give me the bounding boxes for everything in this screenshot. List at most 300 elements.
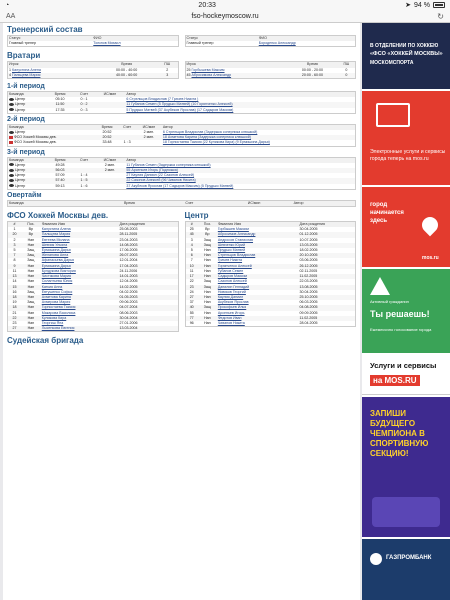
player-position: Защ	[198, 305, 217, 310]
player-number: 23	[12, 320, 17, 325]
column-header: Дата рождения	[118, 222, 177, 227]
author-cell[interactable]: 37 Акубеков Ярослав (17 Садыров Максим) (5 Прудько Матвей)	[126, 183, 234, 188]
player-position: Нап	[204, 320, 211, 325]
team-puck-icon	[9, 184, 14, 187]
player-position: Нап	[21, 326, 41, 331]
table-row	[8, 73, 178, 78]
a-logo-icon	[370, 277, 390, 295]
player-name[interactable]: Куликова Кира	[41, 316, 119, 321]
shots-cell: 0	[345, 67, 348, 72]
player-position: Нап	[27, 237, 35, 242]
player-name[interactable]: Прокофьев Илья	[217, 305, 299, 310]
player-number: 11	[12, 268, 17, 273]
player-number: 11	[189, 268, 194, 273]
col-status: Статус	[186, 36, 258, 41]
player-cell	[8, 73, 96, 78]
player-number: 5	[190, 248, 193, 253]
time-cell: 59:13	[55, 183, 65, 188]
player-name[interactable]: Каулия Даниил	[217, 295, 299, 300]
player-number: 2	[13, 237, 16, 242]
player-name[interactable]: Булдукова Виктория	[41, 268, 76, 273]
ad-text: В ОТДЕЛЕНИИ ПО ХОККЕЮ	[370, 43, 439, 49]
overtime-table	[8, 201, 355, 206]
section-goalies: Вратари	[7, 51, 41, 61]
column-header: Счет	[118, 125, 136, 130]
player-position: Вр	[205, 227, 210, 232]
player-birthdate: 12.04.2005	[119, 279, 138, 284]
coach-tables	[7, 35, 356, 49]
author-cell[interactable]: 6 Стрельцов Владислав (7 Грачев Никита )	[126, 97, 199, 102]
player-number: 20	[8, 232, 21, 237]
penalty-cell	[95, 184, 126, 189]
status-bar	[0, 0, 450, 10]
ad-text: Услуги и сервисы	[370, 361, 437, 370]
player-number: 22	[189, 279, 194, 284]
player-name[interactable]: Андросов Станислав	[217, 237, 254, 242]
player-name[interactable]: Горбышев Максим	[217, 227, 249, 232]
time-cell: 57:09	[55, 173, 65, 178]
player-position: Нап	[27, 268, 35, 273]
player-birthdate: 22.03.2005	[299, 279, 318, 284]
time-cell: 11:50	[47, 102, 74, 107]
battery-fill	[435, 4, 443, 6]
score-cell: 0 : 2	[74, 102, 95, 107]
penalty-cell: 2 мин.	[104, 162, 116, 167]
player-name[interactable]: Данилин Геннадий	[217, 285, 299, 290]
player-number: 15	[8, 285, 21, 290]
author-cell[interactable]: 6 Стрельцов Владислав (Задержка соперника клюшкой)	[162, 130, 258, 135]
player-name[interactable]: Горбышева Максим	[191, 67, 225, 72]
player-position: Нап	[21, 274, 41, 279]
player-number: 7	[8, 253, 21, 258]
player-position: Нап	[198, 264, 217, 269]
author-cell[interactable]: 27 Каулия Даниил (22 Сазонов Алексей)	[126, 173, 195, 178]
player-birthdate: 26.12.2005	[299, 264, 355, 269]
player-position: Нап	[204, 248, 211, 253]
penalty-cell: 2 мин.	[143, 130, 155, 135]
player-name[interactable]: Ахметова Карина	[41, 295, 119, 300]
player-birthdate: 30.04.2005	[299, 289, 318, 294]
column-header: Время	[96, 201, 163, 206]
player-number: 45	[186, 232, 198, 237]
shots-cell: 2	[166, 67, 169, 72]
player-name[interactable]: Федотов Иван	[217, 316, 299, 321]
coach-status: Главный тренер	[9, 41, 36, 46]
player-name[interactable]: Шевчик Ульяна	[41, 243, 119, 248]
player-name[interactable]: Шевченко Юрий	[217, 243, 299, 248]
reload-icon[interactable]: ↻	[437, 11, 444, 21]
player-number: 10	[186, 264, 198, 269]
battery-label: 94 %	[414, 1, 430, 9]
player-number: 40	[186, 305, 198, 310]
player-birthdate: 17.04.2003	[118, 264, 177, 269]
player-number: 19	[12, 300, 17, 305]
section-period-3: 3-й период	[7, 148, 45, 156]
time-cell: 20:52	[96, 135, 119, 140]
goalie-tables	[7, 61, 356, 81]
player-name[interactable]: Прудько Матвей	[217, 248, 246, 253]
column-header: Время	[287, 62, 338, 67]
team-name: Центр	[15, 162, 26, 167]
score-cell: 1 : 4	[80, 173, 88, 178]
player-name[interactable]: Калустина Алена	[41, 227, 71, 232]
player-birthdate: 14.02.2005	[118, 285, 177, 290]
shots-cell: 0	[338, 73, 355, 78]
monitor-icon	[376, 103, 410, 127]
player-number: 1	[9, 67, 11, 72]
player-name[interactable]: Пальцева Мария	[41, 232, 119, 237]
ad-text: Электронные услуги и сервисы города теперь на mos.ru	[370, 149, 446, 162]
player-position: Нап	[21, 285, 41, 290]
column-header: Игрок	[186, 62, 288, 67]
column-header: #	[8, 222, 21, 227]
player-position: Нап	[27, 320, 35, 325]
column-header: Дата рождения	[299, 222, 355, 227]
column-header: ПШ	[338, 62, 355, 67]
column-header: Автор	[125, 158, 355, 163]
player-position: Вр	[28, 227, 34, 232]
player-position: Нап	[21, 316, 41, 321]
column-header: #	[186, 222, 198, 227]
player-name[interactable]: Силантьева Юлия	[41, 279, 73, 284]
author-cell[interactable]: 11 Губанов Семен (Задержка соперника клюшкой)	[126, 162, 211, 167]
player-number: 9	[8, 264, 21, 269]
player-name[interactable]: Желанова Анна	[41, 253, 119, 258]
author-cell[interactable]: 18 Ахметова Карина (Задержка соперника клюшкой)	[162, 135, 355, 140]
team-puck-icon	[9, 98, 14, 101]
column-header: Автор	[162, 125, 355, 130]
column-header: Время	[47, 158, 74, 163]
player-number: 3	[8, 243, 21, 248]
player-birthdate: 17.06.2005	[119, 248, 138, 253]
player-birthdate: 13.03.2005	[299, 243, 355, 248]
player-birthdate: 14.01.2003	[118, 274, 177, 279]
period-1-table	[8, 92, 355, 113]
player-name[interactable]: Чиванов Никита	[217, 320, 245, 325]
ad-text: город начинается здесь	[370, 202, 404, 224]
table-row	[8, 140, 355, 145]
player-number: 8	[13, 258, 16, 263]
player-position: Нап	[21, 264, 41, 269]
team-name: Центр	[15, 178, 26, 183]
author-cell[interactable]: 18 Горностаева Таисия (22 Куликова Кира) (9 Ермишина Дарья)	[162, 140, 270, 145]
player-position: Вр	[21, 232, 41, 237]
battery-icon	[433, 2, 445, 8]
player-number: 17	[186, 274, 198, 279]
table-row	[186, 321, 356, 326]
column-header: Счет	[163, 201, 215, 206]
column-header: Время	[96, 62, 157, 67]
player-birthdate: 27.01.2006	[119, 320, 138, 325]
player-number: 77	[186, 316, 198, 321]
player-number: 7	[190, 258, 193, 263]
coach-table-away	[186, 36, 356, 46]
column-header: Команда	[8, 92, 47, 97]
team-puck-icon	[9, 103, 14, 106]
map-pin-icon	[419, 214, 442, 237]
player-birthdate: 02.11.2005	[299, 268, 318, 273]
column-header: Счет	[74, 92, 95, 97]
team-name: Центр	[15, 183, 26, 188]
roster-tables	[7, 209, 356, 334]
column-header: Поз.	[21, 222, 41, 227]
penalty-cell	[95, 108, 126, 113]
column-header: Команда	[8, 125, 96, 130]
column-header: Счет	[74, 158, 95, 163]
ad-text: ЗАПИШИ БУДУЩЕГО ЧЕМПИОНА В СПОРТИВНУЮ СЕКЦИЮ!	[370, 409, 429, 458]
penalty-cell: 2 мин.	[136, 135, 162, 140]
player-birthdate: 11.02.2005	[299, 274, 355, 279]
player-position: Нап	[27, 310, 35, 315]
team-puck-icon	[9, 131, 14, 134]
time-cell: 49:28	[55, 162, 65, 167]
ad-text: «ФСО «ХОККЕЙ МОСКВЫ»	[370, 51, 443, 57]
player-name[interactable]: Афанасьева Дарья	[41, 258, 74, 263]
col-status: Статус	[8, 36, 92, 41]
section-coach: Тренерский состав	[7, 25, 83, 34]
section-overtime: Овертайм	[7, 191, 42, 199]
player-birthdate: 25.10.2005	[299, 295, 355, 300]
player-name[interactable]: Абросимов Александр	[217, 232, 299, 237]
ad-active-citizen[interactable]	[362, 269, 450, 353]
author-cell[interactable]: 55 Арсеньев Игорь (Подножка)	[125, 168, 355, 173]
period-3-table	[8, 158, 355, 189]
column-header: ИС/мин	[95, 158, 126, 163]
player-number: 16	[12, 289, 17, 294]
player-name[interactable]: Новиков Георгий	[217, 289, 246, 294]
column-header: Время	[96, 125, 119, 130]
table-row	[8, 326, 178, 331]
player-birthdate: 30.04.2004	[118, 316, 177, 321]
shots-cell: 3	[157, 73, 178, 78]
table-row	[8, 184, 355, 189]
ads-sidebar	[362, 23, 450, 600]
player-position: Защ	[27, 289, 35, 294]
player-name[interactable]: Макарова Василиса	[41, 310, 76, 315]
score-cell: 1 : 3	[123, 140, 131, 145]
player-position: Защ	[27, 300, 35, 305]
team-puck-icon	[9, 108, 14, 111]
player-position: Нап	[21, 305, 41, 310]
player-birthdate: 11.02.2005	[299, 316, 355, 321]
ad-text: МОСКОМСПОРТА	[370, 60, 414, 66]
ad-mos-services[interactable]	[362, 91, 450, 185]
player-birthdate: 14.08.2003	[118, 243, 177, 248]
ad-services-mosru[interactable]	[362, 355, 450, 395]
team-away-title: Центр	[184, 211, 209, 221]
player-name[interactable]: Горянченко Алексей	[217, 264, 299, 269]
team-cell	[8, 108, 47, 113]
column-header: ИС/мин	[136, 125, 162, 130]
table-header	[8, 201, 355, 206]
player-name[interactable]: Пальцева Мария	[12, 72, 41, 77]
player-name[interactable]: Евтушенко Софья	[41, 289, 73, 294]
player-number: 6	[186, 253, 198, 258]
time-cell: 33:48	[102, 140, 112, 145]
ad-brand: mos.ru	[422, 255, 439, 261]
player-number: 24	[189, 289, 194, 294]
ad-text: Активный гражданин	[370, 299, 409, 304]
team-puck-icon	[9, 174, 14, 177]
time-cell: 20:52	[102, 130, 112, 135]
coach-status: Главный тренер	[186, 41, 214, 46]
player-name[interactable]: Стрельцов Владислав	[217, 253, 299, 258]
ad-brand: ГАЗПРОМБАНК	[386, 555, 432, 561]
column-header: Автор	[293, 201, 355, 206]
player-name[interactable]: Арсеньев Игорь	[217, 310, 245, 315]
url-text[interactable]: fso-hockeymoscow.ru	[191, 12, 259, 20]
team-puck-icon	[9, 163, 14, 166]
time-cell: 00:00 - 20:00	[301, 67, 324, 72]
team-flag-icon	[9, 136, 13, 139]
player-name[interactable]: Калустина Алена	[12, 67, 41, 72]
player-number: 3	[190, 237, 193, 242]
team-cell	[8, 184, 47, 189]
player-birthdate: 30.04.2005	[299, 227, 318, 232]
player-position: Нап	[198, 295, 217, 300]
player-name[interactable]: Сазонов Алексей	[217, 279, 247, 284]
time-cell: 40:00 - 60:00	[96, 73, 157, 78]
player-name[interactable]: Горностаева Таисия	[41, 305, 119, 310]
player-position: Нап	[198, 316, 217, 321]
player-birthdate: 12.01.2004	[119, 258, 138, 263]
ad-text: на MOS.RU	[370, 375, 420, 386]
coach-name[interactable]: Толкнов Михаил	[93, 41, 121, 46]
wifi-icon: ◔	[5, 1, 10, 9]
player-name[interactable]: Ермишина Дарья	[41, 264, 119, 269]
player-name[interactable]: Ахмерова Мария	[41, 300, 71, 305]
author-cell[interactable]: 5 Прудько Матвей (37 Акубеков Ярослав) (17 Садыров Максим)	[126, 107, 234, 112]
player-name[interactable]: Акубеков Ярослав	[217, 300, 249, 305]
team-home-title: ФСО Хоккей Москвы дев.	[7, 211, 109, 221]
player-name[interactable]: Абросимова Александр	[191, 72, 232, 77]
player-name[interactable]: Ермишина Дарья	[41, 248, 71, 253]
player-name[interactable]: Георгиш Яна	[41, 320, 64, 325]
team-puck-icon	[9, 179, 14, 182]
coach-name[interactable]: Бороденко Александр	[258, 41, 296, 46]
player-birthdate: 01.05.2003	[118, 295, 177, 300]
bank-logo-icon	[370, 553, 382, 565]
player-name[interactable]: Евтеева Милана	[41, 237, 70, 242]
player-number: 27	[186, 295, 198, 300]
team-name: Центр	[15, 168, 26, 173]
player-name[interactable]: Губанов Семен	[217, 268, 244, 273]
location-icon: ➤	[405, 2, 412, 9]
author-cell[interactable]: 11 Губанов Семен (5 Прудько Матвей) (10 Горянченко Алексей)	[125, 102, 355, 107]
player-number: 23	[186, 285, 198, 290]
player-position: Нап	[204, 268, 211, 273]
player-position: Нап	[21, 295, 41, 300]
score-cell: 1 : 5	[74, 178, 95, 183]
player-position: Защ	[198, 285, 217, 290]
column-header: Фамилия Имя	[217, 222, 299, 227]
player-position: Нап	[204, 310, 211, 315]
player-number: 55	[189, 310, 194, 315]
ad-hockey-banner[interactable]	[362, 23, 450, 89]
score-cell: 1 : 6	[80, 183, 88, 188]
player-birthdate: 08.06.2003	[119, 310, 138, 315]
player-position: Защ	[198, 243, 217, 248]
player-birthdate: 04.02.2005	[119, 289, 138, 294]
period-2-table	[8, 125, 355, 146]
player-position: Защ	[203, 237, 211, 242]
player-number: 4	[9, 72, 11, 77]
player-name[interactable]: Лысенкова Евгения	[41, 326, 119, 331]
team-name: Центр	[15, 130, 26, 135]
column-header: Команда	[8, 158, 47, 163]
player-position: Защ	[27, 258, 35, 263]
ad-text: Ежемесячно голосование города	[370, 327, 432, 332]
team-name: ФСО Хоккей Москвы дев.	[14, 140, 57, 145]
ad-sports-section[interactable]	[362, 397, 450, 537]
player-name[interactable]: Чистякова Мария	[41, 274, 119, 279]
section-period-2: 2-й период	[7, 115, 45, 123]
athletes-image	[372, 497, 440, 527]
player-birthdate: 25.08.2003	[119, 227, 138, 232]
team-name: ФСО Хоккей Москвы дев.	[14, 135, 57, 140]
team-name: Центр	[15, 107, 26, 112]
player-name[interactable]: Каткия Анна	[41, 285, 119, 290]
player-number: 45	[186, 72, 191, 77]
player-number: 22	[8, 316, 21, 321]
roster-away-table	[186, 222, 356, 326]
player-birthdate: 24.11.2006	[119, 268, 138, 273]
player-number: 21	[12, 310, 17, 315]
player-number: 96	[189, 320, 194, 325]
column-header: Поз.	[198, 222, 217, 227]
team-name: Центр	[15, 173, 26, 178]
score-cell: 0 : 1	[80, 97, 88, 102]
score-cell: 0 : 3	[80, 107, 88, 112]
author-cell[interactable]: 22 Сазонов Алексей (96 Чиванов Никита)	[125, 178, 355, 183]
team-puck-icon	[9, 169, 14, 172]
player-birthdate: 10.07.2005	[299, 237, 318, 242]
penalty-cell: 2 мин.	[95, 168, 126, 173]
player-birthdate: 26.07.2003	[118, 253, 177, 258]
reader-button[interactable]: AA	[6, 12, 16, 20]
player-number: 27	[8, 326, 21, 331]
team-flag-icon	[9, 141, 13, 144]
player-number: 18	[8, 295, 21, 300]
player-birthdate: 18.02.2005	[299, 248, 318, 253]
address-bar[interactable]	[0, 10, 450, 23]
player-birthdate: 01.12.2005	[299, 232, 355, 237]
goalie-table-home	[8, 62, 178, 78]
player-birthdate: 09.06.2003	[119, 300, 138, 305]
player-position: Вр	[198, 232, 217, 237]
player-number: 25	[189, 227, 194, 232]
player-number: 14	[12, 279, 17, 284]
ad-gazprombank[interactable]	[362, 539, 450, 600]
player-position: Нап	[204, 300, 211, 305]
column-header: Команда	[8, 201, 96, 206]
table-row	[8, 108, 355, 113]
ad-slogan: Ты решаешь!	[370, 309, 430, 319]
player-position: Нап	[21, 243, 41, 248]
coach-table-home	[8, 36, 178, 46]
player-name[interactable]: Садыров Максим	[217, 274, 299, 279]
player-number: 13	[8, 274, 21, 279]
player-birthdate: 06.03.2005	[299, 300, 318, 305]
player-name[interactable]: Грачев Никита	[217, 258, 243, 263]
section-period-1: 1-й период	[7, 83, 45, 91]
ad-city-mosru[interactable]	[362, 187, 450, 267]
time-cell: 05:10	[55, 97, 65, 102]
player-position: Защ	[21, 253, 41, 258]
player-number: 18	[8, 305, 21, 310]
player-birthdate: 13.03.2004	[118, 326, 177, 331]
goalie-table-away	[186, 62, 356, 78]
